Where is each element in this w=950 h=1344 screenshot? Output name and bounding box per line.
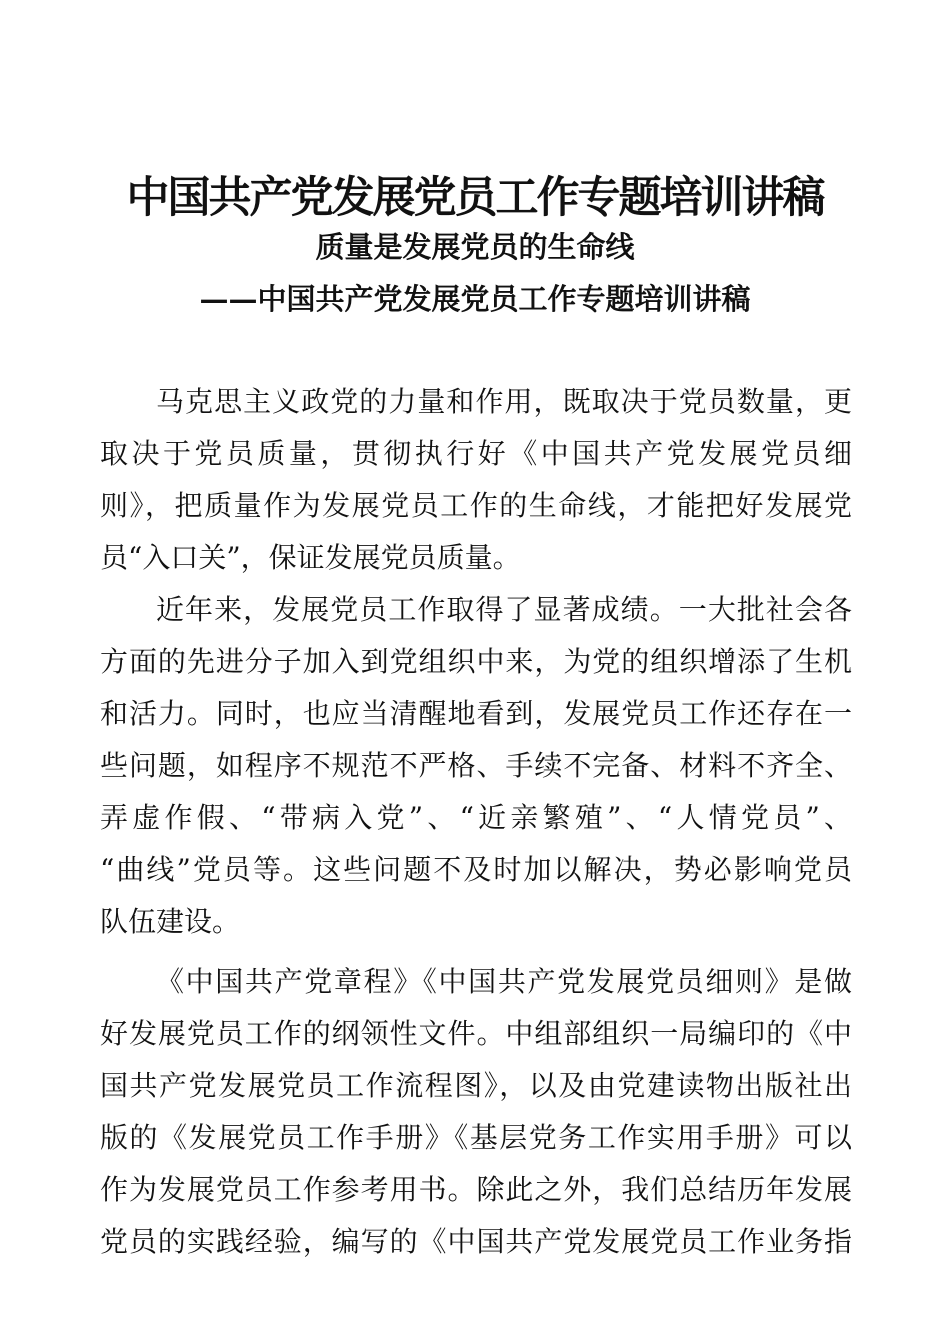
document-subtitle-2: ——中国共产党发展党员工作专题培训讲稿 [199, 282, 751, 316]
paragraph-1 [100, 376, 852, 584]
text-line: 《中国共产党章程》《中国共产党发展党员细则》是做 [156, 965, 852, 998]
text-line: 取决于党员质量，贯彻执行好《中国共产党发展党员细 [100, 437, 852, 470]
paragraph-2 [100, 584, 852, 948]
text-line: 好发展党员工作的纲领性文件。中组部组织一局编印的《中 [100, 1017, 852, 1050]
text-line: 方面的先进分子加入到党组织中来，为党的组织增添了生机 [100, 645, 852, 678]
paragraph-gap [100, 948, 852, 956]
text-line: 马克思主义政党的力量和作用，既取决于党员数量，更 [156, 385, 852, 418]
text-line: 作为发展党员工作参考用书。除此之外，我们总结历年发展 [100, 1173, 852, 1206]
document-subtitle: 质量是发展党员的生命线 [315, 230, 635, 264]
text-line: 和活力。同时，也应当清醒地看到，发展党员工作还存在一 [100, 697, 852, 730]
document-body [100, 376, 852, 1268]
text-line: 则》，把质量作为发展党员工作的生命线，才能把好发展党 [100, 489, 852, 522]
text-line: 员“入口关”，保证发展党员质量。 [100, 541, 521, 574]
text-line: 近年来，发展党员工作取得了显著成绩。一大批社会各 [156, 593, 852, 626]
text-line: 弄虚作假、“带病入党”、“近亲繁殖”、“人情党员”、 [100, 801, 852, 834]
paragraph-3 [100, 956, 852, 1268]
text-line: 党员的实践经验，编写的《中国共产党发展党员工作业务指 [100, 1225, 852, 1258]
text-line: 队伍建设。 [100, 905, 241, 938]
document-title: 中国共产党发展党员工作专题培训讲稿 [126, 173, 824, 223]
text-line: 些问题，如程序不规范不严格、手续不完备、材料不齐全、 [100, 749, 852, 782]
text-line: 版的《发展党员工作手册》《基层党务工作实用手册》可以 [100, 1121, 852, 1154]
text-line: “曲线”党员等。这些问题不及时加以解决，势必影响党员 [100, 853, 852, 886]
text-line: 国共产党发展党员工作流程图》，以及由党建读物出版社出 [100, 1069, 852, 1102]
